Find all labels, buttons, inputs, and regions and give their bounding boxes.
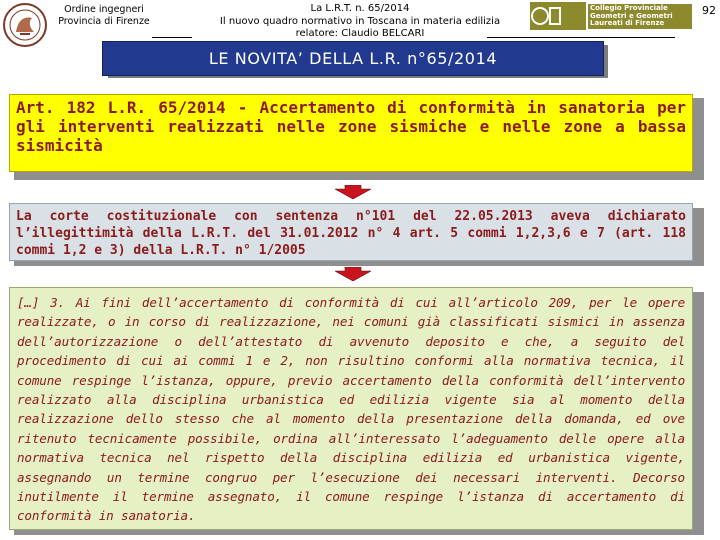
- seal-logo-icon: [2, 2, 50, 48]
- presentation-subtitle: Il nuovo quadro normativo in Toscana in materia edilizia: [219, 15, 501, 27]
- presentation-title: La L.R.T. n. 65/2014: [310, 3, 410, 14]
- presentation-header: [200, 3, 520, 41]
- college-name: Collegio Provinciale Geometri e Geometri Laureati di Firenze: [588, 4, 692, 29]
- article-text: […] 3. Ai fini dell’accertamento di conformità di cui all’articolo 209, per le opere realizzate, o in corso di realizzazione, nei comuni già classificati sismici in assenza dell’autorizzazione o dell’attestato di avvenuto deposito e che, a seguito del procedimento di cui ai commi 1 e 2, non risultino conformi alla normativa tecnica, il comune respinge l’istanza, oppure, previo accertamento della conformità dell’intervento realizzato alla disciplina urbanistica ed edilizia vigente sia al momento della realizzazione dello stesso che al momento della presentazione della domanda, ed ove ritenuto tecnicamente possibile, ordina all’interessato l’adeguamento delle opere alla normativa tecnica nel rispetto della disciplina edilizia ed urbanistica vigente, assegnando un termine congruo per l’esecuzione dei necessari interventi. Decorso inutilmente il termine assegnato, il comune respinge l’istanza di accertamento di conformità in sanatoria.: [9, 287, 693, 530]
- org-left-line1: Ordine ingegneri: [64, 4, 144, 15]
- article-heading: Art. 182 L.R. 65/2014 - Accertamento di conformità in sanatoria per gli interventi realizzati nelle zone sismiche e nelle zone a bassa sismicità: [9, 94, 693, 172]
- header-rule-left: [152, 37, 192, 38]
- speaker-line: relatore: Claudio BELCARI: [295, 28, 425, 39]
- court-ruling: La corte costituzionale con sentenza n°101 del 22.05.2013 aveva dichiarato l’illegittimità della L.R.T. del 31.01.2012 n° 4 art. 5 commi 1,2,3,6 e 7 (art. 118 commi 1,2 e 3) della L.R.T. n° 1/2005: [9, 203, 693, 261]
- arrow-down-icon: [335, 184, 371, 198]
- header-rule-right: [487, 37, 675, 38]
- slide-title: LE NOVITA’ DELLA L.R. n°65/2014: [102, 41, 604, 76]
- organization-left: [52, 4, 156, 28]
- arrow-down-icon: [335, 266, 371, 280]
- org-left-line2: Provincia di Firenze: [58, 16, 150, 27]
- page-number: 92: [702, 4, 716, 17]
